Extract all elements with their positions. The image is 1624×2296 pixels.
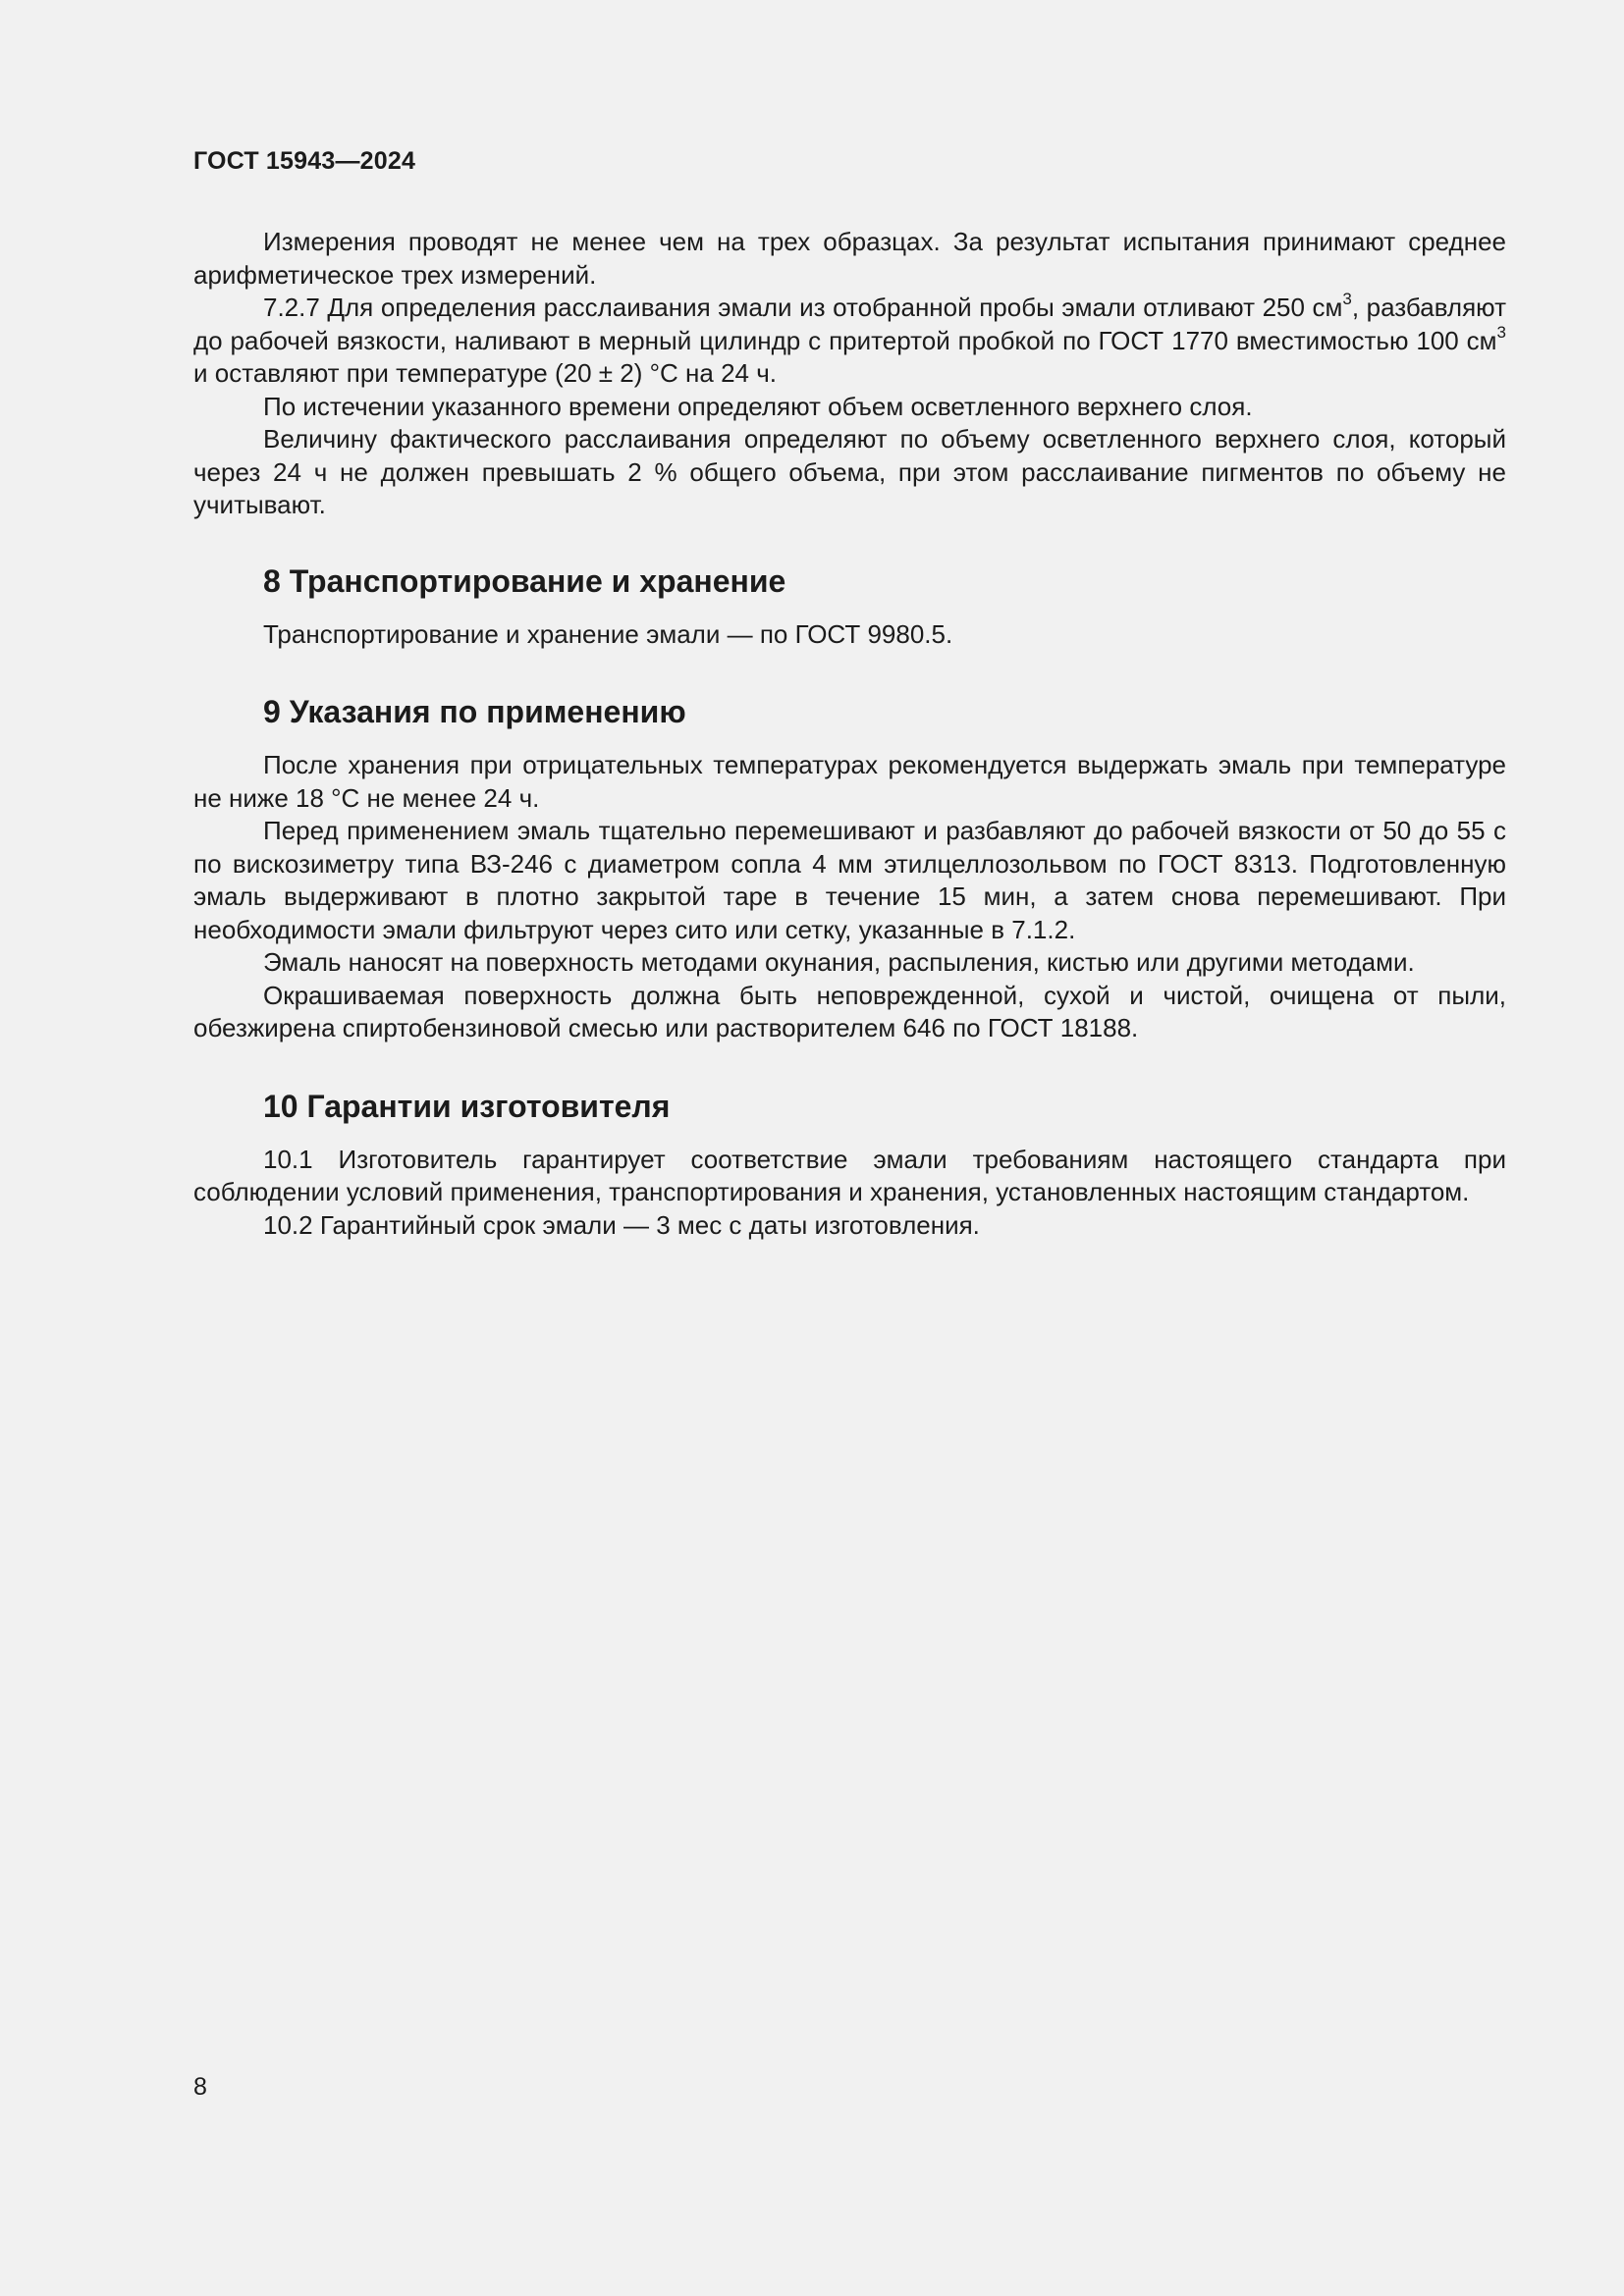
paragraph-measurements: Измерения проводят не менее чем на трех образцах. За результат испытания принимают среднее арифметическое трех измерений. bbox=[193, 227, 1506, 290]
section-8-heading: 8 Транспортирование и хранение bbox=[263, 562, 786, 599]
paragraph-actual-separation: Величину фактического расслаивания определяют по объему осветленного верхнего слоя, который через 24 ч не должен превышать 2 % общего объема, при этом расслаивание пигментов по объему не учитывают. bbox=[193, 424, 1506, 519]
superscript-cube: 3 bbox=[1342, 290, 1352, 309]
paragraph-7-2-7-part-b: , разбавляют до рабочей вязкости, наливают в мерный цилиндр с притертой пробкой по ГОСТ 1770 вместимостью 100 см bbox=[193, 293, 1506, 355]
paragraph-before-application: Перед применением эмаль тщательно перемешивают и разбавляют до рабочей вязкости от 50 до 55 с по вискозиметру типа ВЗ-246 с диаметром сопла 4 мм этилцеллозольвом по ГОСТ 8313. Подготовленную эмаль выдерживают в плотно закрытой таре в течение 15 мин, а затем снова перемешивают. При необходимости эмали фильтруют через сито или сетку, указанные в 7.1.2. bbox=[193, 816, 1506, 944]
paragraph-application-methods: Эмаль наносят на поверхность методами окунания, распыления, кистью или другими методами. bbox=[263, 947, 1415, 977]
paragraph-7-2-7-part-c: и оставляют при температуре (20 ± 2) °C на 24 ч. bbox=[193, 358, 777, 388]
paragraph-10-1: 10.1 Изготовитель гарантирует соответствие эмали требованиям настоящего стандарта при соблюдении условий применения, транспортирования и хранения, установленных настоящим стандартом. bbox=[193, 1144, 1506, 1206]
section-9-heading: 9 Указания по применению bbox=[263, 694, 686, 729]
paragraph-after-time: По истечении указанного времени определяют объем осветленного верхнего слоя. bbox=[263, 391, 1253, 421]
paragraph-surface-prep: Окрашиваемая поверхность должна быть неповрежденной, сухой и чистой, очищена от пыли, обезжирена спиртобензиновой смесью или растворителем 646 по ГОСТ 18188. bbox=[193, 980, 1506, 1042]
superscript-cube: 3 bbox=[1496, 322, 1506, 342]
section-10-heading: 10 Гарантии изготовителя bbox=[263, 1088, 671, 1124]
page-number: 8 bbox=[193, 2073, 207, 2101]
document-code-header: ГОСТ 15943—2024 bbox=[193, 147, 416, 175]
paragraph-7-2-7-part-a: 7.2.7 Для определения расслаивания эмали из отобранной пробы эмали отливают 250 см bbox=[263, 293, 1343, 322]
paragraph-7-2-7 bbox=[193, 292, 1506, 391]
paragraph-transport-storage: Транспортирование и хранение эмали — по ГОСТ 9980.5. bbox=[263, 618, 953, 649]
paragraph-after-storage: После хранения при отрицательных температурах рекомендуется выдержать эмаль при температуре не ниже 18 °C не менее 24 ч. bbox=[193, 750, 1506, 813]
paragraph-10-2: 10.2 Гарантийный срок эмали — 3 мес с даты изготовления. bbox=[263, 1209, 980, 1240]
document-body bbox=[193, 226, 1506, 1242]
